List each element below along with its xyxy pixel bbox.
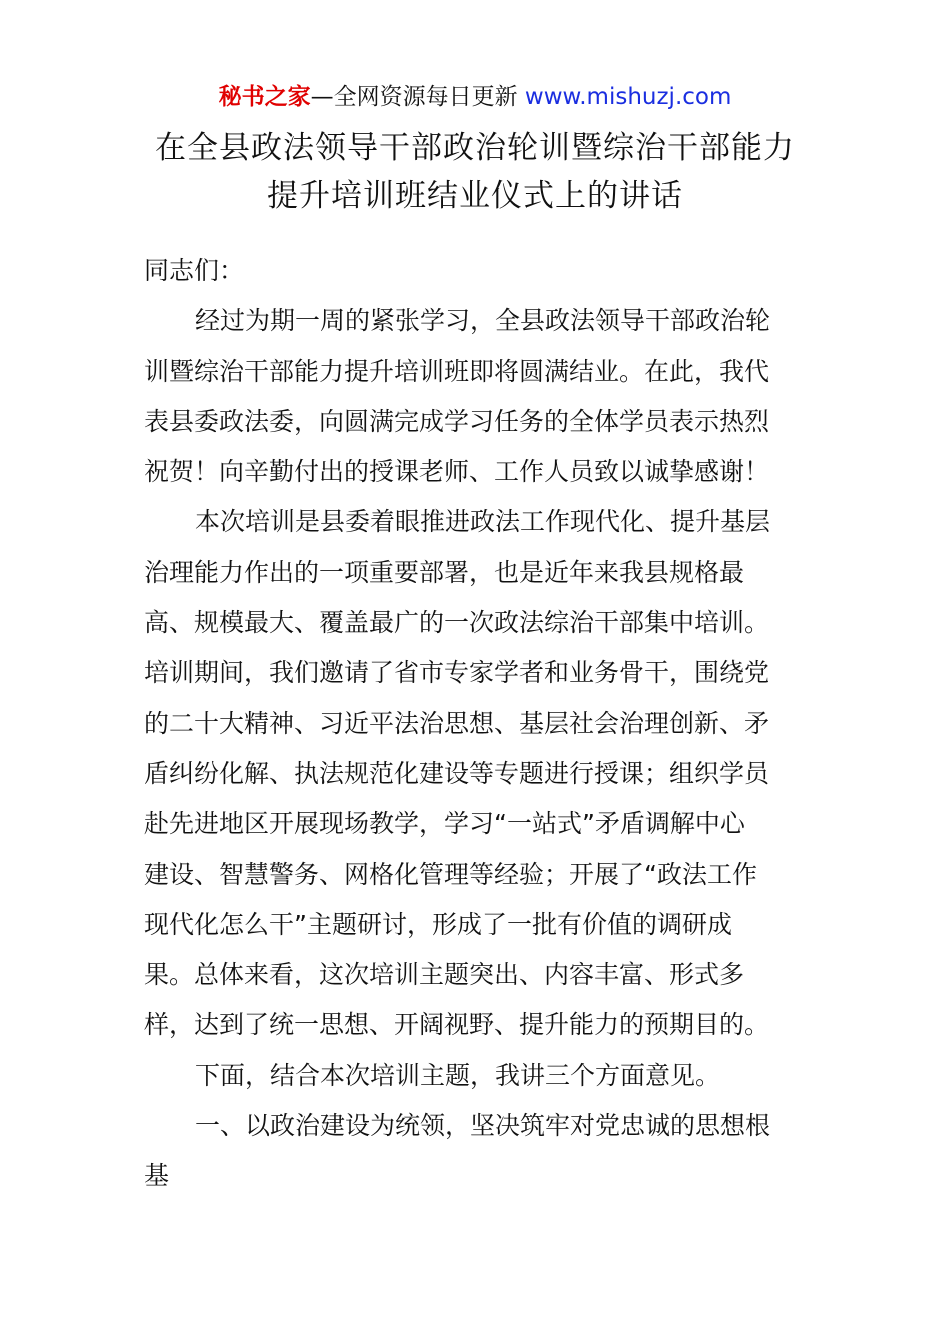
- paragraph-line: 经过为期一周的紧张学习，全县政法领导干部政治轮: [195, 306, 771, 336]
- site-url-link[interactable]: www.mishuzj.com: [524, 84, 732, 110]
- paragraph-line: 本次培训是县委着眼推进政法工作现代化、提升基层: [195, 507, 771, 537]
- paragraph-line: 的二十大精神、习近平法治思想、基层社会治理创新、矛: [144, 708, 770, 738]
- section-heading-line: 基: [144, 1161, 170, 1191]
- paragraph-line: 训暨综治干部能力提升培训班即将圆满结业。在此，我代: [144, 356, 770, 386]
- site-tagline: —全网资源每日更新: [310, 84, 525, 110]
- paragraph-line: 表县委政法委，向圆满完成学习任务的全体学员表示热烈: [144, 406, 770, 436]
- section-heading-line: 一、以政治建设为统领，坚决筑牢对党忠诚的思想根: [195, 1111, 771, 1141]
- site-brand: 秘书之家: [218, 84, 311, 110]
- title-line: 在全县政法领导干部政治轮训暨综治干部能力: [155, 130, 795, 166]
- paragraph-line: 果。总体来看，这次培训主题突出、内容丰富、形式多: [144, 960, 745, 990]
- paragraph-line: 高、规模最大、覆盖最广的一次政法综治干部集中培训。: [144, 608, 770, 638]
- paragraph-line: 盾纠纷化解、执法规范化建设等专题进行授课；组织学员: [144, 758, 770, 788]
- paragraph-line: 培训期间，我们邀请了省市专家学者和业务骨干，围绕党: [144, 658, 770, 688]
- paragraph-line: 建设、智慧警务、网格化管理等经验；开展了“政法工作: [144, 859, 757, 889]
- paragraph-line: 祝贺！向辛勤付出的授课老师、工作人员致以诚挚感谢！: [144, 457, 770, 487]
- paragraph-line: 现代化怎么干”主题研讨，形成了一批有价值的调研成: [144, 909, 732, 939]
- paragraph-line: 治理能力作出的一项重要部署，也是近年来我县规格最: [144, 557, 745, 587]
- paragraph-line: 下面，结合本次培训主题，我讲三个方面意见。: [195, 1060, 721, 1090]
- paragraph-line: 样，达到了统一思想、开阔视野、提升能力的预期目的。: [144, 1010, 770, 1040]
- salutation: 同志们：: [144, 256, 245, 285]
- title-line: 提升培训班结业仪式上的讲话: [267, 178, 683, 214]
- paragraph-line: 赴先进地区开展现场教学，学习“一站式”矛盾调解中心: [144, 809, 745, 839]
- document-title: [100, 124, 850, 220]
- document-body: [144, 246, 809, 1202]
- site-header: [0, 80, 950, 114]
